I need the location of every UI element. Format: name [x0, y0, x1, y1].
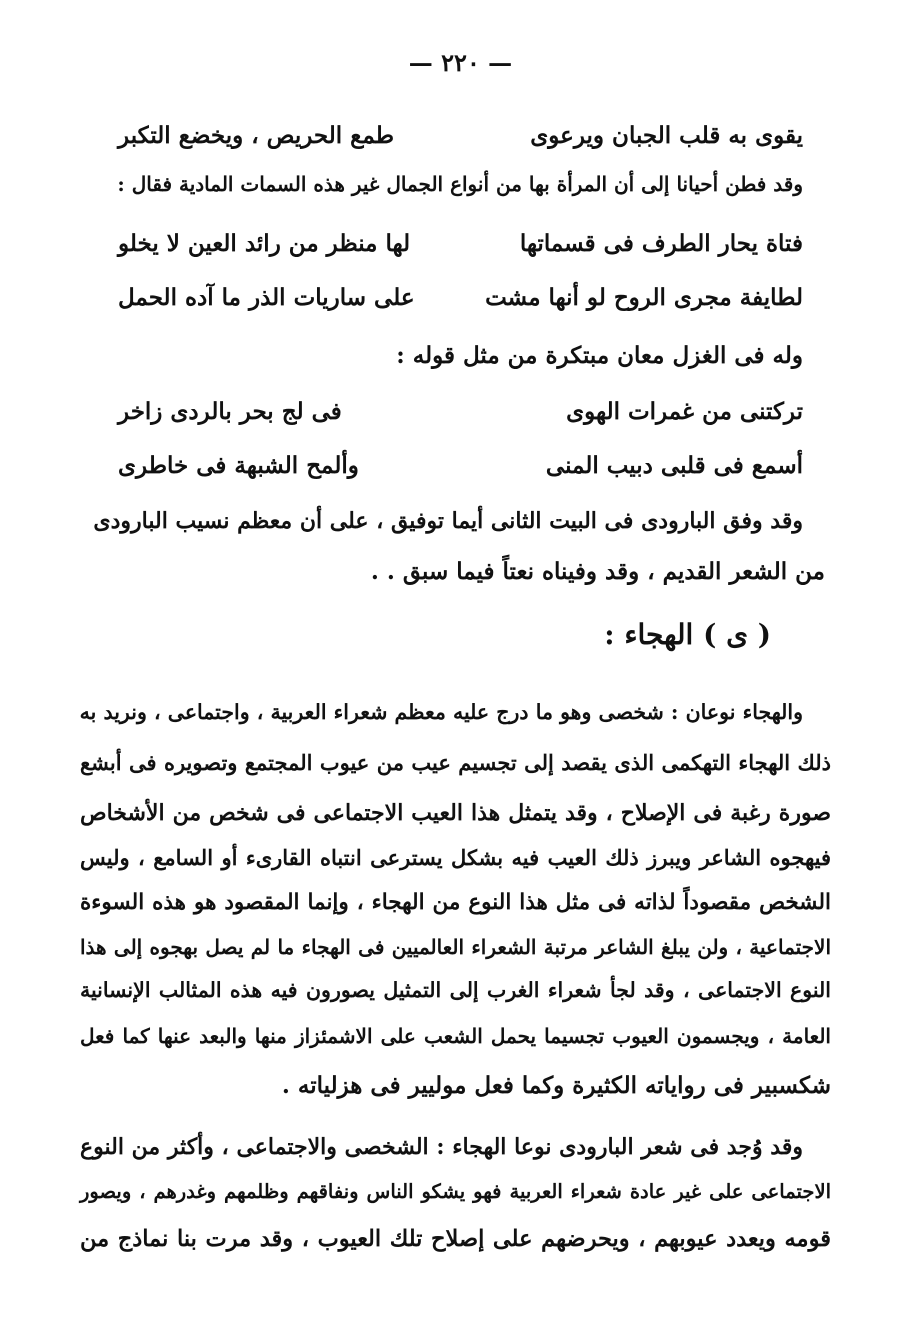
verse-first-hemistich: يقوى به قلب الجبان ويرعوى: [530, 122, 803, 149]
verse-second-hemistich: طمع الحريص ، ويخضع التكبر: [118, 122, 395, 149]
page-number: — ٢٢٠ —: [408, 48, 513, 77]
paragraph-line: قومه ويعدد عيوبهم ، ويحرضهم على إصلاح تلك العيوب ، وقد مرت بنا نماذج من: [80, 1226, 831, 1252]
paragraph-line: ذلك الهجاء التهكمى الذى يقصد إلى تجسيم عيب من عيوب المجتمع وتصويره فى أبشع: [80, 750, 831, 775]
section-heading: ( ى ) الهجاء :: [604, 618, 771, 651]
poem-verse: [118, 230, 803, 257]
paragraph-line: من الشعر القديم ، وقد وفيناه نعتاً فيما سبق . .: [370, 558, 825, 585]
verse-second-hemistich: على ساريات الذر ما آده الحمل: [118, 284, 415, 311]
paragraph-line: صورة رغبة فى الإصلاح ، وقد يتمثل هذا العيب الاجتماعى فى شخص من الأشخاص: [80, 800, 831, 826]
paragraph-line: العامة ، ويجسمون العيوب تجسيما يحمل الشعب على الاشمئزاز منها والبعد عنها كما فعل: [80, 1024, 831, 1048]
verse-first-hemistich: أسمع فى قلبى دبيب المنى: [545, 452, 803, 479]
paragraph-line: النوع الاجتماعى ، وقد لجأ شعراء الغرب إلى التمثيل يصورون فيه هذه المثالب الإنسانية: [80, 978, 831, 1002]
verse-second-hemistich: فى لج بحر بالردى زاخر: [118, 398, 342, 425]
verse-first-hemistich: فتاة يحار الطرف فى قسماتها: [519, 230, 803, 257]
paragraph-line: والهجاء نوعان : شخصى وهو ما درج عليه معظم شعراء العربية ، واجتماعى ، ونريد به: [79, 700, 803, 724]
poem-verse: [118, 398, 803, 425]
paragraph-line: شكسبير فى رواياته الكثيرة وكما فعل موليير فى هزلياته .: [281, 1072, 831, 1099]
verse-second-hemistich: وألمح الشبهة فى خاطرى: [118, 452, 359, 479]
poem-verse: [118, 452, 803, 479]
paragraph-line: الشخص مقصوداً لذاته فى مثل هذا النوع من الهجاء ، وإنما المقصود هو هذه السوءة: [80, 890, 831, 915]
paragraph-line: وله فى الغزل معان مبتكرة من مثل قوله :: [396, 342, 803, 369]
paragraph-line: وقد وفق البارودى فى البيت الثانى أيما توفيق ، على أن معظم نسيب البارودى: [93, 508, 803, 534]
paragraph-line: وقد فطن أحيانا إلى أن المرأة بها من أنواع الجمال غير هذه السمات المادية فقال :: [117, 172, 803, 196]
poem-verse: [118, 122, 803, 149]
paragraph-line: الاجتماعى على غير عادة شعراء العربية فهو يشكو الناس ونفاقهم وظلمهم وغدرهم ، ويصور: [80, 1180, 831, 1203]
verse-second-hemistich: لها منظر من رائد العين لا يخلو: [118, 230, 411, 257]
verse-first-hemistich: لطايفة مجرى الروح لو أنها مشت: [485, 284, 803, 311]
verse-first-hemistich: تركتنى من غمرات الهوى: [566, 398, 803, 425]
poem-verse: [118, 284, 803, 311]
paragraph-line: فيهجوه الشاعر ويبرز ذلك العيب فيه بشكل يسترعى انتباه القارىء أو السامع ، وليس: [80, 845, 831, 870]
paragraph-line: وقد وُجد فى شعر البارودى نوعا الهجاء : الشخصى والاجتماعى ، وأكثر من النوع: [80, 1134, 803, 1160]
paragraph-line: الاجتماعية ، ولن يبلغ الشاعر مرتبة الشعراء العالميين فى الهجاء ما لم يصل بهجوه إلى هذا: [80, 935, 831, 959]
